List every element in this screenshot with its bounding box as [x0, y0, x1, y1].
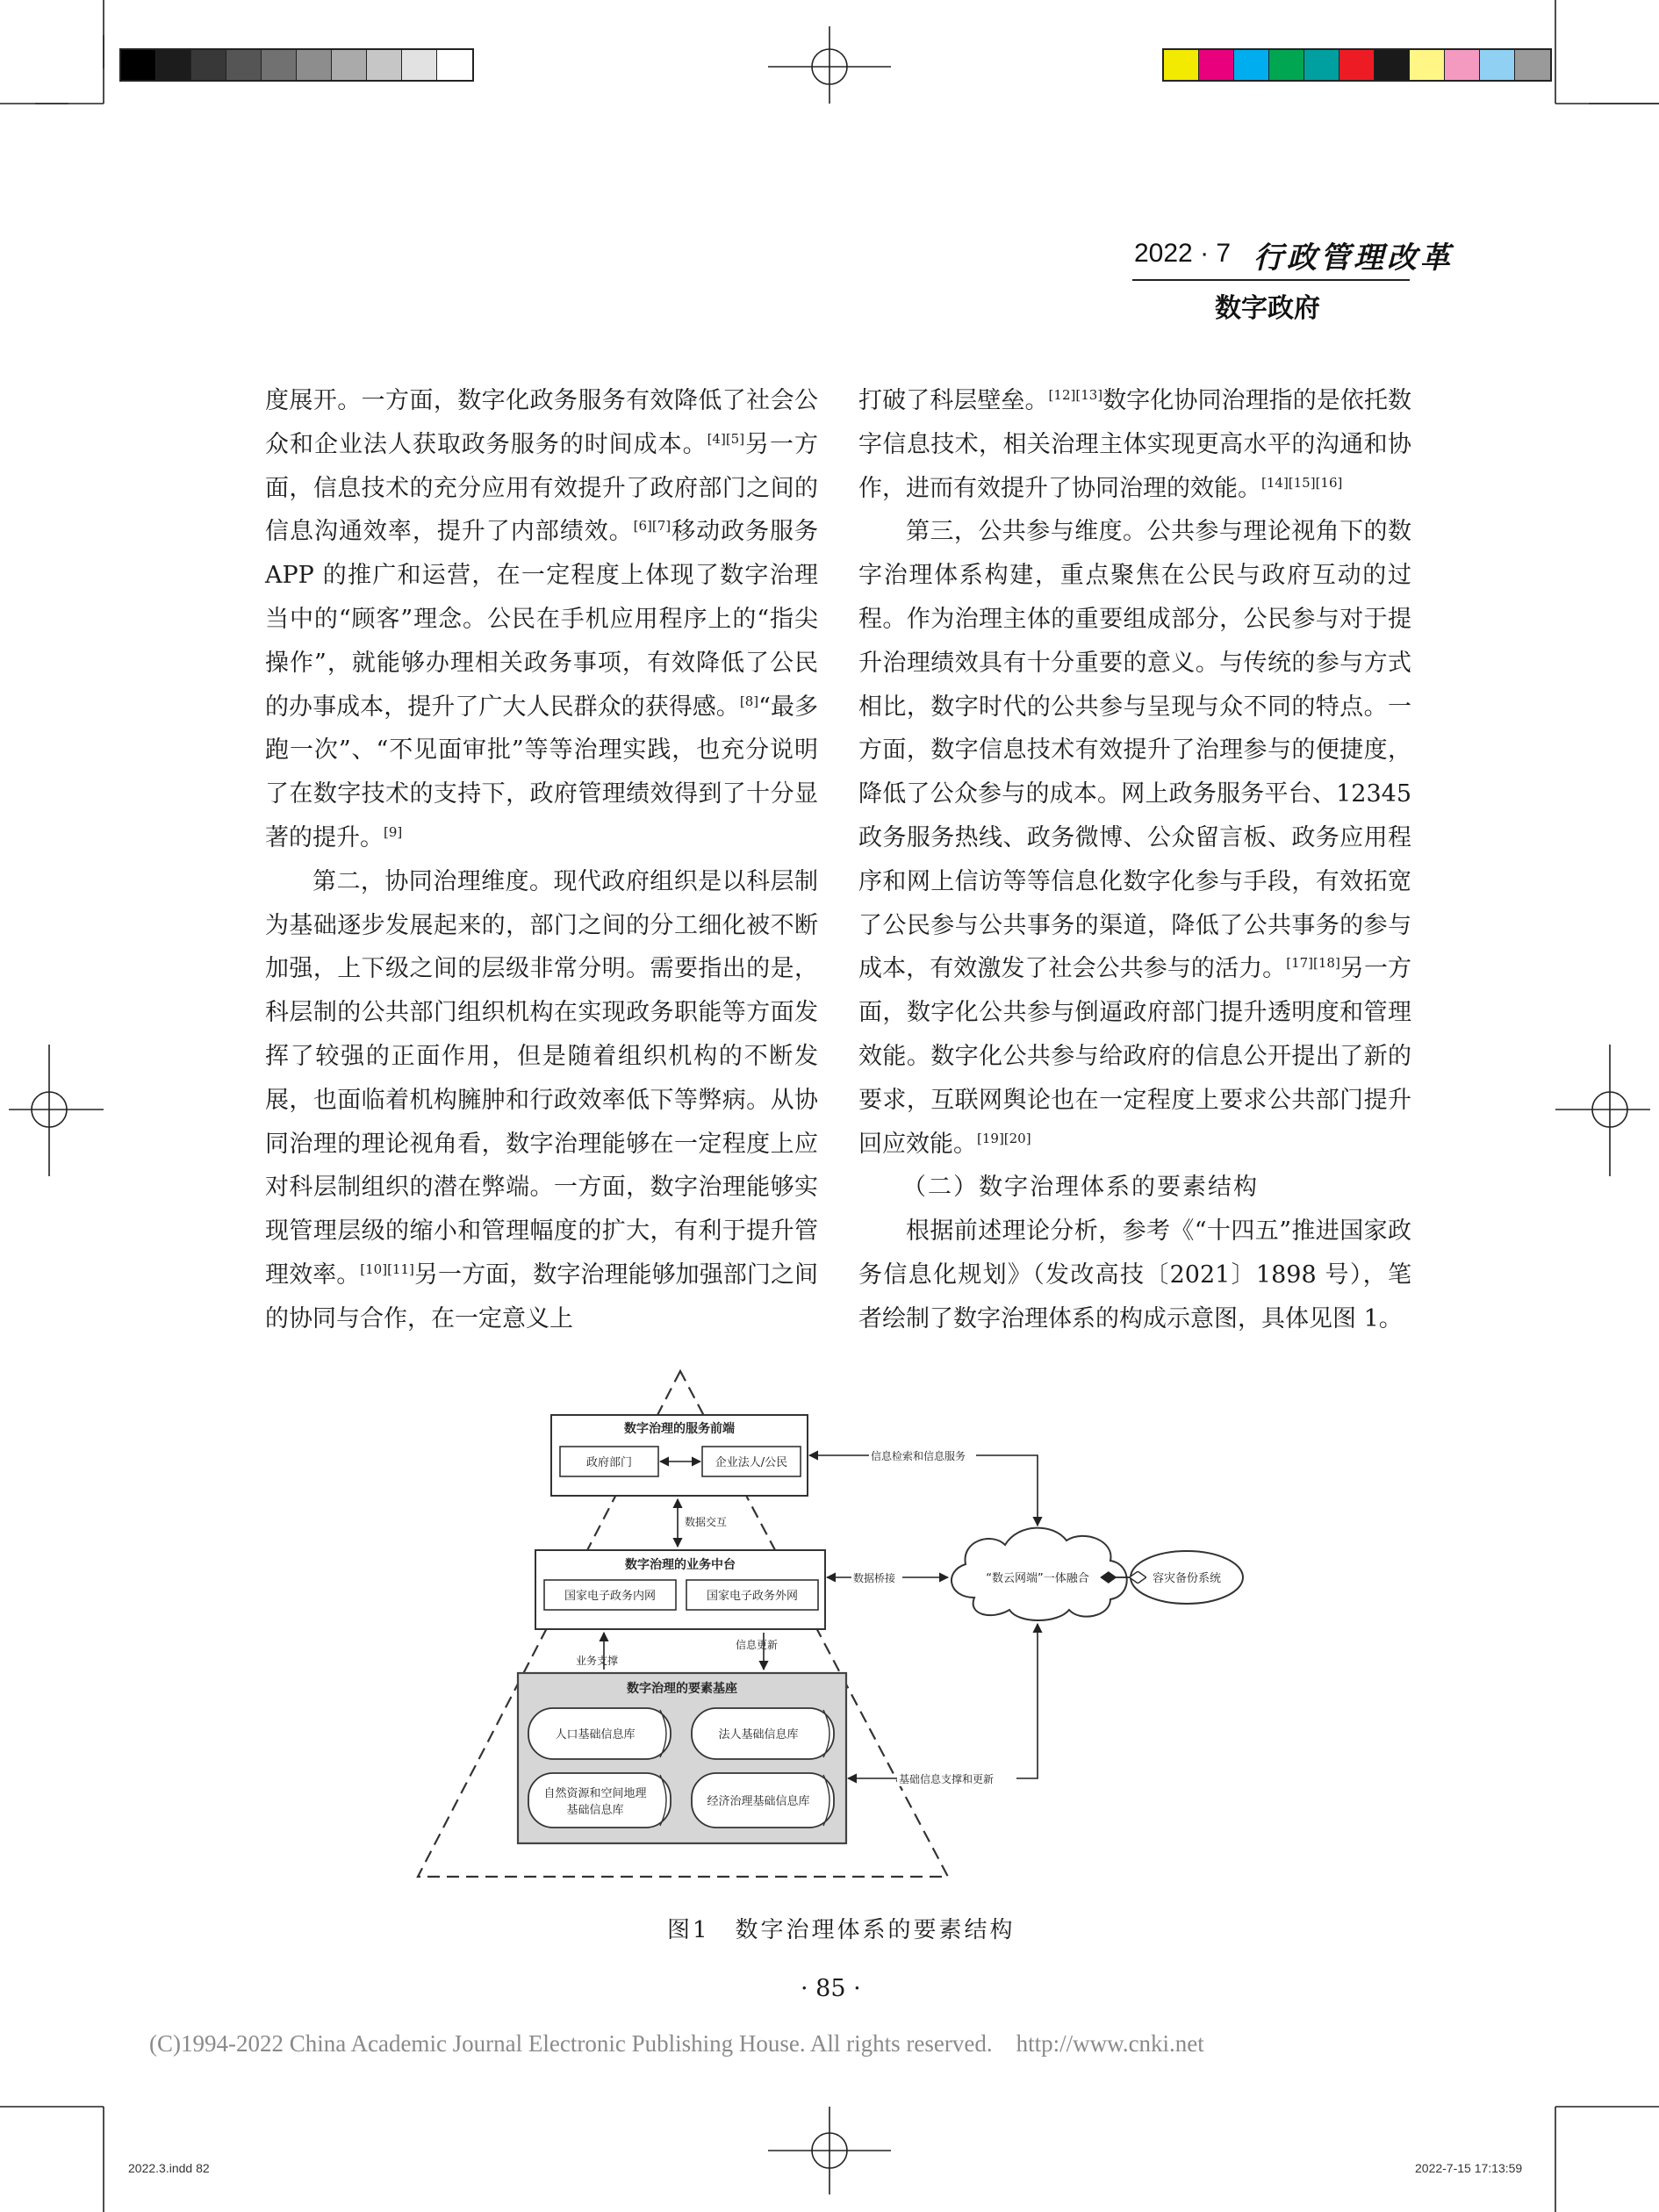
left-text-column	[265, 379, 818, 1341]
svg-text:基础信息库: 基础信息库	[566, 1804, 624, 1817]
text-run: “最多跑一次”、“不见面审批”等等治理实践，也充分说明了在数字技术的支持下，政府管理绩效得到了十分显著的提升。	[265, 693, 818, 851]
color-swatch	[402, 50, 437, 80]
data-exchange-label: 数据交互	[685, 1516, 728, 1528]
body-paragraph	[858, 510, 1411, 1166]
color-swatch	[121, 50, 156, 80]
citation-ref: [6][7]	[633, 518, 672, 535]
color-swatch	[1234, 50, 1269, 80]
color-swatch	[1339, 50, 1375, 80]
svg-text:法人基础信息库: 法人基础信息库	[718, 1728, 799, 1742]
service-front-box	[551, 1415, 808, 1496]
body-paragraph	[858, 1210, 1411, 1340]
business-platform-box	[535, 1550, 825, 1629]
color-swatch	[1164, 50, 1199, 80]
citation-ref: [10][11]	[360, 1260, 414, 1277]
body-paragraph	[265, 860, 818, 1341]
data-bridge-label: 数据桥接	[853, 1572, 896, 1584]
body-paragraph	[265, 379, 818, 860]
section-subheading	[858, 1166, 1411, 1210]
text-run: 数字化协同治理指的是依托数字信息技术，相关治理主体实现更高水平的沟通和协作，进而有效提升了协同治理的效能。	[858, 387, 1412, 502]
color-swatch	[156, 50, 191, 80]
color-swatch	[1410, 50, 1445, 80]
disaster-backup-node	[1131, 1551, 1243, 1604]
color-swatch	[191, 50, 226, 80]
intranet-label: 国家电子政务内网	[564, 1590, 657, 1603]
text-run: （二）数字治理体系的要素结构	[902, 1174, 1259, 1202]
figure-caption: 图1 数字治理体系的要素结构	[667, 1917, 1016, 1943]
body-paragraph	[858, 379, 1411, 510]
color-swatch	[1445, 50, 1480, 80]
disaster-backup-label: 容灾备份系统	[1152, 1572, 1222, 1585]
color-swatch	[332, 50, 367, 80]
journal-title: 行政管理改革	[1253, 241, 1454, 276]
text-run: 打破了科层壁垒。	[858, 387, 1049, 414]
text-run: 第二，协同治理维度。现代政府组织是以科层制为基础逐步发展起来的，部门之间的分工细化被不断加强，上下级之间的层级非常分明。需要指出的是，科层制的公共部门组织机构在实现政务职能等方面发挥了较强的正面作用，但是随着组织机构的不断发展，也面临着机构臃肿和行政效率低下等弊病。从协同治理的理论视角看，数字治理能够在一定程度上应对科层制组织的潜在弊端。一方面，数字治理能够实现管理层级的缩小和管理幅度的扩大，有利于提升管理效率。	[265, 867, 818, 1289]
color-swatch	[297, 50, 332, 80]
business-support-label: 业务支撑	[576, 1655, 619, 1667]
info-update-label: 信息更新	[736, 1639, 779, 1651]
issue-number: 2022 · 7	[1134, 239, 1232, 268]
text-run: 根据前述理论分析，参考《“十四五”推进国家政务信息化规划》（发改高技〔2021〕1898 号），笔者绘制了数字治理体系的构成示意图，具体见图 1。	[858, 1217, 1411, 1332]
element-base-box	[518, 1673, 846, 1843]
svg-text:人口基础信息库: 人口基础信息库	[555, 1728, 636, 1742]
color-swatch	[1304, 50, 1339, 80]
timestamp-slug: 2022-7-15 17:13:59	[1415, 2161, 1523, 2175]
gov-dept-label: 政府部门	[585, 1456, 633, 1469]
page-number: · 85 ·	[801, 1975, 861, 2002]
base-support-label: 基础信息支撑和更新	[899, 1773, 995, 1785]
db-legal-person	[692, 1708, 834, 1759]
text-run: 第三，公共参与维度。公共参与理论视角下的数字治理体系构建，重点聚焦在公民与政府互动的过程。作为治理主体的重要组成部分，公民参与对于提升治理绩效具有十分重要的意义。与传统的参与方式相比，数字时代的公共参与呈现与众不同的特点。一方面，数字信息技术有效提升了治理参与的便捷度，降低了公众参与的成本。网上政务服务平台、12345 政务服务热线、政务微博、公众留言板、政务应用程序和网上信访等等信息化数字化参与手段，有效拓宽了公民参与公共事务的渠道，降低了公共事务的参与成本，有效激发了社会公共参与的活力。	[858, 518, 1411, 983]
right-text-column	[858, 379, 1411, 1341]
citation-ref: [19][20]	[977, 1130, 1031, 1146]
svg-text:经济治理基础信息库: 经济治理基础信息库	[707, 1795, 810, 1808]
cloud-label: “数云网端”一体融合	[986, 1572, 1089, 1585]
text-run: 另一方面，信息技术的充分应用有效提升了政府部门之间的信息沟通效率，提升了内部绩效。	[265, 430, 819, 546]
color-swatch-bar	[1162, 48, 1552, 82]
citation-ref: [9]	[384, 823, 403, 840]
extranet-label: 国家电子政务外网	[706, 1590, 799, 1603]
color-swatch	[367, 50, 402, 80]
color-swatch	[1269, 50, 1304, 80]
text-run: 另一方面，数字治理能够加强部门之间的协同与合作，在一定意义上	[265, 1260, 819, 1332]
figure-diagram	[413, 1361, 1264, 1887]
citation-ref: [4][5]	[707, 430, 745, 447]
header-rule	[1132, 279, 1410, 281]
citation-ref: [8]	[739, 693, 759, 709]
color-swatch	[1515, 50, 1550, 80]
citation-ref: [14][15][16]	[1261, 474, 1343, 491]
text-run: 度展开。一方面，数字化政务服务有效降低了社会公众和企业法人获取政务服务的时间成本。	[265, 387, 818, 458]
svg-text:自然资源和空间地理: 自然资源和空间地理	[543, 1787, 647, 1800]
color-swatch	[262, 50, 297, 80]
color-swatch	[1480, 50, 1515, 80]
text-run: 另一方面，数字化公共参与倒逼政府部门提升透明度和管理效能。数字化公共参与给政府的信息公开提出了新的要求，互联网舆论也在一定程度上要求公共部门提升回应效能。	[858, 955, 1412, 1158]
business-platform-title: 数字治理的业务中台	[625, 1558, 736, 1572]
element-base-title: 数字治理的要素基座	[627, 1682, 737, 1696]
file-slug: 2022.3.indd 82	[128, 2161, 210, 2175]
db-population	[528, 1708, 671, 1759]
cloud-node	[952, 1528, 1127, 1620]
color-swatch	[1199, 50, 1234, 80]
citation-ref: [17][18]	[1286, 955, 1340, 972]
citizen-label: 企业法人/公民	[715, 1456, 788, 1469]
color-swatch	[1375, 50, 1410, 80]
text-run: 移动政务服务 APP 的推广和运营，在一定程度上体现了数字治理当中的“顾客”理念。公民在手机应用程序上的“指尖操作”，就能够办理相关政务事项，有效降低了公民的办事成本，提升了广大人民群众的获得感。	[265, 518, 819, 721]
copyright-notice: (C)1994-2022 China Academic Journal Electronic Publishing House. All rights reserved. http://www.cnki.net	[149, 2030, 1204, 2057]
color-swatch	[226, 50, 262, 80]
db-economic	[692, 1773, 834, 1828]
section-title: 数字政府	[1215, 293, 1320, 324]
service-front-title: 数字治理的服务前端	[624, 1422, 735, 1436]
color-swatch	[437, 50, 472, 80]
db-natural-resources	[528, 1773, 671, 1828]
citation-ref: [12][13]	[1048, 387, 1103, 403]
gray-swatch-bar	[119, 48, 474, 82]
info-retrieval-label: 信息检索和信息服务	[871, 1450, 966, 1462]
